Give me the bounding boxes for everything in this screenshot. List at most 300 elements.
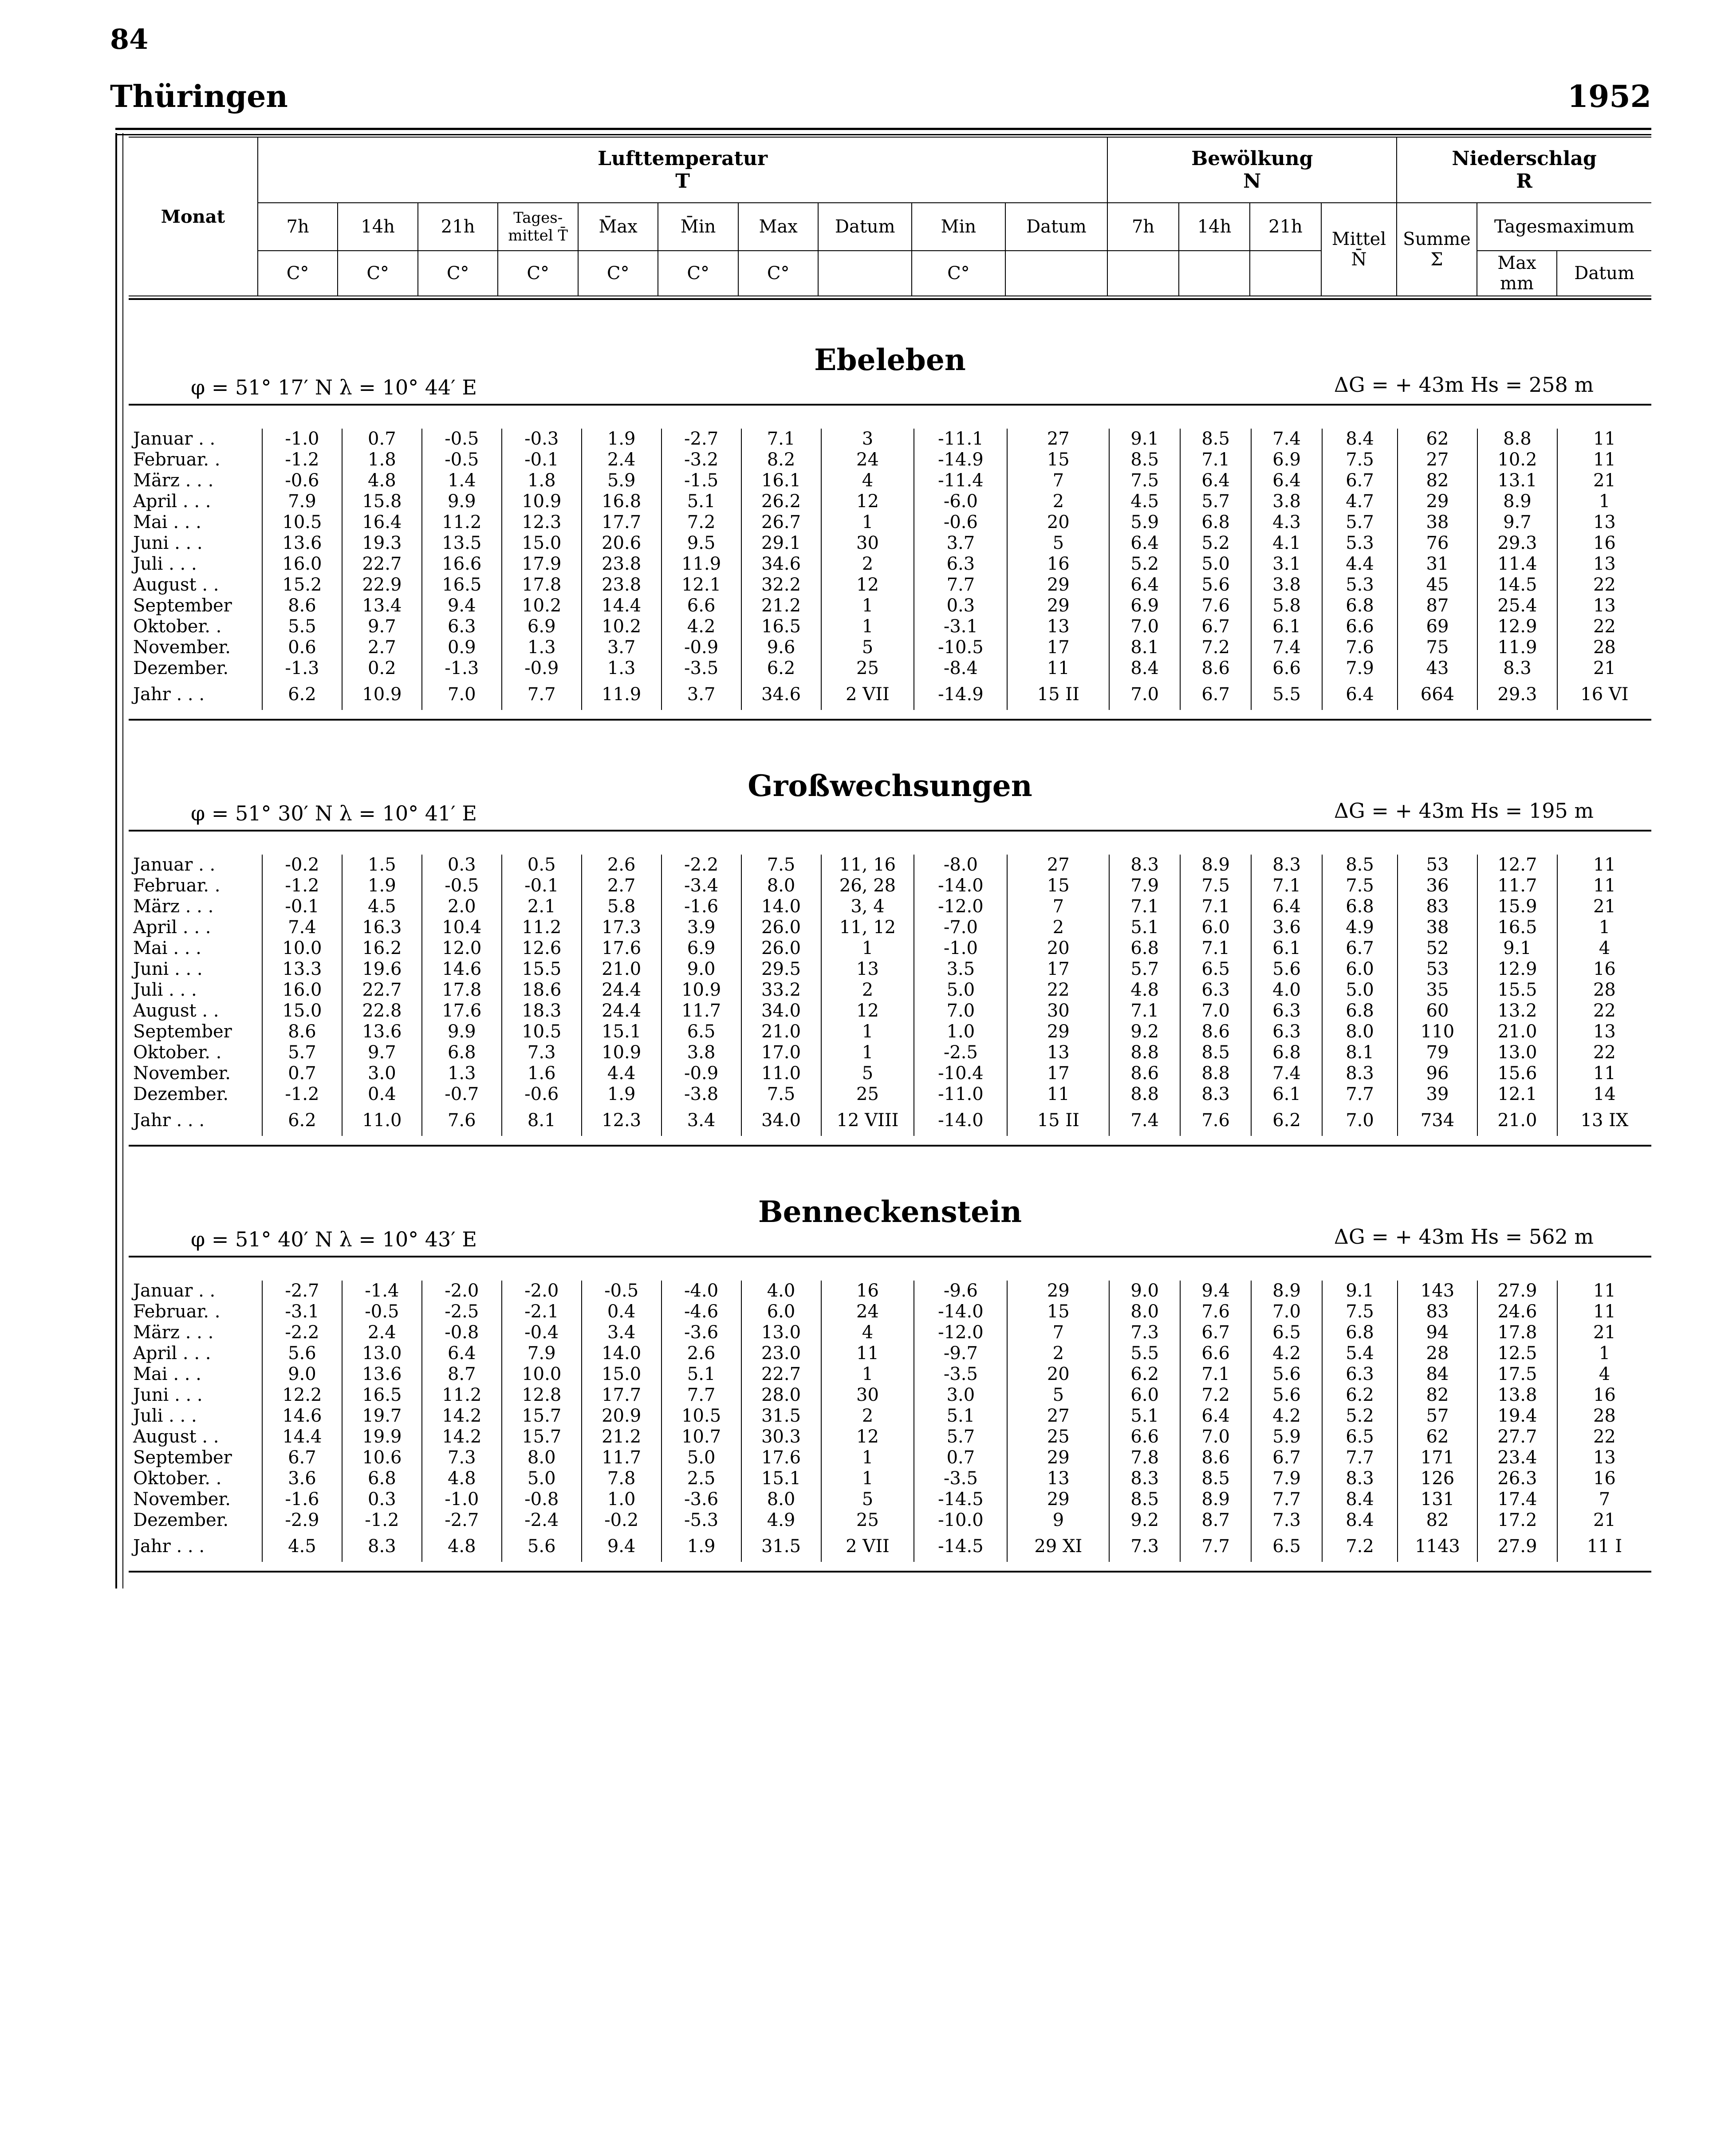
value-cell: 5.5 <box>262 616 342 637</box>
value-cell: 17.8 <box>422 980 502 1001</box>
value-cell: 7.5 <box>1109 470 1180 491</box>
value-cell: 13.6 <box>342 1021 422 1042</box>
value-cell: 7.0 <box>1251 1301 1322 1322</box>
value-cell: -8.0 <box>914 855 1007 875</box>
value-cell: 7.1 <box>1180 1364 1251 1385</box>
value-cell: 29 XI <box>1007 1531 1109 1562</box>
value-cell: 14.0 <box>741 896 821 917</box>
value-cell: 6.7 <box>1322 938 1398 959</box>
value-cell: -2.0 <box>422 1281 502 1301</box>
table-row <box>129 491 1651 512</box>
value-cell: 8.4 <box>1322 1510 1398 1531</box>
value-cell: 7.0 <box>1180 1427 1251 1447</box>
value-cell: -10.4 <box>914 1063 1007 1084</box>
value-cell: -2.1 <box>502 1301 582 1322</box>
value-cell: 8.1 <box>1322 1042 1398 1063</box>
month-cell: Mai . . . <box>129 512 262 533</box>
value-cell: 1 <box>821 1364 914 1385</box>
value-cell: 7.9 <box>1109 875 1180 896</box>
value-cell: 34.6 <box>741 679 821 710</box>
value-cell: 6.4 <box>1109 575 1180 595</box>
value-cell: 7.2 <box>662 512 741 533</box>
value-cell: -1.2 <box>262 875 342 896</box>
station-name: Ebeleben <box>814 343 966 377</box>
value-cell: 11 <box>1007 1084 1109 1105</box>
value-cell: 7.2 <box>1180 1385 1251 1406</box>
value-cell: 1 <box>821 1447 914 1468</box>
value-cell: 6.9 <box>1109 595 1180 616</box>
value-cell: 5 <box>1007 1385 1109 1406</box>
value-cell: -9.7 <box>914 1343 1007 1364</box>
value-cell: 6.3 <box>1322 1364 1398 1385</box>
value-cell: 5.7 <box>262 1042 342 1063</box>
station-coordinates: φ = 51° 40′ N λ = 10° 43′ E <box>191 1227 477 1251</box>
value-cell: 13.0 <box>342 1343 422 1364</box>
unit-min: C° <box>912 251 1005 296</box>
value-cell: 6.0 <box>1109 1385 1180 1406</box>
value-cell: 53 <box>1398 959 1477 980</box>
value-cell: 5 <box>821 637 914 658</box>
header-bewoelkung-symbol: N <box>1243 170 1261 193</box>
value-cell: 7.6 <box>1322 637 1398 658</box>
table-row <box>129 470 1651 491</box>
value-cell: 15.7 <box>502 1406 582 1427</box>
value-cell: 16 <box>1593 533 1616 553</box>
value-cell: -11.0 <box>914 1084 1007 1105</box>
value-cell: 0.5 <box>502 855 582 875</box>
value-cell: -3.1 <box>262 1301 342 1322</box>
value-cell: 6.8 <box>422 1042 502 1063</box>
month-cell: Januar . . <box>129 429 262 449</box>
value-cell: 6.7 <box>1180 1322 1251 1343</box>
station-geodata: ΔG = + 43m Hs = 562 m <box>1334 1225 1594 1249</box>
table-row <box>129 637 1651 658</box>
unit-empty3 <box>1107 251 1178 296</box>
value-cell: 22 <box>1593 1001 1616 1021</box>
value-cell: 1 <box>821 512 914 533</box>
value-cell: 6.4 <box>1251 896 1322 917</box>
value-cell: 9.0 <box>262 1364 342 1385</box>
value-cell: -3.6 <box>662 1489 741 1510</box>
value-cell: 5.6 <box>1251 1364 1322 1385</box>
value-cell: 11 <box>1593 1301 1616 1322</box>
value-cell: 5.6 <box>1180 575 1251 595</box>
value-cell: 7.8 <box>582 1468 662 1489</box>
value-cell: 6.6 <box>1251 658 1322 679</box>
value-cell: 3 <box>821 429 914 449</box>
value-cell: 10.2 <box>1477 449 1557 470</box>
value-cell: 29.3 <box>1477 679 1557 710</box>
value-cell: -2.9 <box>262 1510 342 1531</box>
table-row <box>129 1063 1651 1084</box>
value-cell: 9.6 <box>741 637 821 658</box>
header-t14: 14h <box>338 203 418 251</box>
value-cell: 2.5 <box>662 1468 741 1489</box>
value-cell: 8.3 <box>1251 855 1322 875</box>
value-cell: 5.2 <box>1109 554 1180 575</box>
value-cell: 6.2 <box>1322 1385 1398 1406</box>
value-cell: -11.4 <box>914 470 1007 491</box>
table-row <box>129 1001 1651 1021</box>
value-cell: 8.5 <box>1109 449 1180 470</box>
value-cell: 2.6 <box>662 1343 741 1364</box>
month-cell: September <box>129 1021 262 1042</box>
value-cell: 24.4 <box>582 980 662 1001</box>
month-cell: Mai . . . <box>129 938 262 959</box>
value-cell: 11 <box>821 1343 914 1364</box>
value-cell: 12.1 <box>662 575 741 595</box>
value-cell: 16 <box>821 1281 914 1301</box>
value-cell: 7.3 <box>422 1447 502 1468</box>
value-cell: 17.2 <box>1477 1510 1557 1531</box>
value-cell: 15.8 <box>342 491 422 512</box>
value-cell: 34.0 <box>741 1001 821 1021</box>
value-cell: 8.0 <box>741 875 821 896</box>
value-cell: 20 <box>1007 512 1109 533</box>
header-niederschlag-symbol: R <box>1516 170 1532 193</box>
value-cell: 21.0 <box>1477 1021 1557 1042</box>
month-cell: August . . <box>129 575 262 595</box>
value-cell: 7.3 <box>1109 1322 1180 1343</box>
table-row <box>129 658 1651 679</box>
value-cell: 7.5 <box>1322 449 1398 470</box>
value-cell: -1.2 <box>262 449 342 470</box>
value-cell: 6.3 <box>1180 980 1251 1001</box>
value-cell: 1.9 <box>582 429 662 449</box>
value-cell: -3.4 <box>662 875 741 896</box>
value-cell: 12.7 <box>1477 855 1557 875</box>
value-cell: -0.7 <box>422 1084 502 1105</box>
value-cell: 11 <box>1593 429 1616 449</box>
value-cell: 4.2 <box>662 616 741 637</box>
value-cell: 19.6 <box>342 959 422 980</box>
value-cell: 12.6 <box>502 938 582 959</box>
value-cell: 6.5 <box>1322 1427 1398 1447</box>
value-cell: 7.7 <box>1180 1531 1251 1562</box>
value-cell: 11.9 <box>1477 637 1557 658</box>
table-row <box>129 1447 1651 1468</box>
value-cell: -0.8 <box>502 1489 582 1510</box>
value-cell: 20.9 <box>582 1406 662 1427</box>
month-cell: März . . . <box>129 470 262 491</box>
unit-empty1 <box>818 251 912 296</box>
value-cell: 39 <box>1398 1084 1477 1105</box>
value-cell: 5.0 <box>662 1447 741 1468</box>
value-cell: 32.2 <box>741 575 821 595</box>
month-cell: März . . . <box>129 1322 262 1343</box>
header-max-mean: M̄ax <box>578 203 658 251</box>
value-cell: 7.3 <box>1109 1531 1180 1562</box>
value-cell: -1.4 <box>342 1281 422 1301</box>
value-cell: 13.8 <box>1477 1385 1557 1406</box>
station-rule <box>129 404 1651 406</box>
month-cell: November. <box>129 1489 262 1510</box>
value-cell: 6.0 <box>1322 959 1398 980</box>
value-cell: 0.4 <box>342 1084 422 1105</box>
value-cell: 7.1 <box>1251 875 1322 896</box>
value-cell: 6.6 <box>1180 1343 1251 1364</box>
value-cell: -0.6 <box>914 512 1007 533</box>
value-cell: 16.5 <box>422 575 502 595</box>
value-cell: 3.4 <box>582 1322 662 1343</box>
value-cell: 7.2 <box>1322 1531 1398 1562</box>
value-cell: 22 <box>1593 616 1616 637</box>
value-cell: 10.6 <box>342 1447 422 1468</box>
header-niederschlag <box>1397 137 1651 203</box>
value-cell: 7.5 <box>741 855 821 875</box>
value-cell: 9.7 <box>342 1042 422 1063</box>
month-cell: Juli . . . <box>129 554 262 575</box>
value-cell: 7.6 <box>422 1105 502 1136</box>
table-row <box>129 575 1651 595</box>
value-cell: 7.6 <box>1180 595 1251 616</box>
table-row <box>129 449 1651 470</box>
value-cell: 4 <box>821 470 914 491</box>
table-row <box>129 1322 1651 1343</box>
value-cell: 38 <box>1398 512 1477 533</box>
station-name: Benneckenstein <box>758 1194 1022 1229</box>
value-cell: 3.0 <box>342 1063 422 1084</box>
table-row <box>129 1084 1651 1105</box>
value-cell: 2.0 <box>422 896 502 917</box>
value-cell: 16.0 <box>262 554 342 575</box>
value-cell: 12 <box>821 575 914 595</box>
value-cell: 2 <box>1007 917 1109 938</box>
month-cell: Oktober. . <box>129 1468 262 1489</box>
value-cell: 6.6 <box>662 595 741 616</box>
value-cell: 4.4 <box>582 1063 662 1084</box>
value-cell: 2 <box>1007 1343 1109 1364</box>
value-cell: 8.8 <box>1109 1084 1180 1105</box>
value-cell: 43 <box>1398 658 1477 679</box>
value-cell: 16.1 <box>741 470 821 491</box>
value-cell: 23.4 <box>1477 1447 1557 1468</box>
table-row <box>129 512 1651 533</box>
value-cell: 5.3 <box>1322 533 1398 554</box>
value-cell: 5.0 <box>914 980 1007 1001</box>
value-cell: 10.2 <box>582 616 662 637</box>
value-cell: 7.3 <box>502 1042 582 1063</box>
value-cell: 15.0 <box>502 533 582 554</box>
value-cell: 12.3 <box>582 1105 662 1136</box>
value-cell: 4.8 <box>342 470 422 491</box>
value-cell: 17.6 <box>582 938 662 959</box>
value-cell: 12.9 <box>1477 616 1557 637</box>
value-cell: 10.7 <box>662 1427 741 1447</box>
value-cell: 6.8 <box>1109 938 1180 959</box>
value-cell: 0.6 <box>262 637 342 658</box>
value-cell: 11 <box>1593 855 1616 875</box>
month-cell: Oktober. . <box>129 1042 262 1063</box>
value-cell: 14 <box>1593 1084 1616 1104</box>
value-cell: 1 <box>821 938 914 959</box>
left-border-inner <box>122 133 123 1588</box>
value-cell: -12.0 <box>914 1322 1007 1343</box>
table-row <box>129 1364 1651 1385</box>
month-cell: Februar. . <box>129 449 262 470</box>
value-cell: 16.4 <box>342 512 422 533</box>
station-rule <box>129 1256 1651 1257</box>
value-cell: 10.4 <box>422 917 502 938</box>
value-cell: 12 VIII <box>821 1105 914 1136</box>
value-cell: -14.5 <box>914 1531 1007 1562</box>
value-cell: 8.9 <box>1180 1489 1251 1510</box>
value-cell: 3.8 <box>1251 491 1322 512</box>
value-cell: 7.2 <box>1180 637 1251 658</box>
value-cell: -6.0 <box>914 491 1007 512</box>
value-cell: 9 <box>1007 1510 1109 1531</box>
value-cell: 25 <box>821 658 914 679</box>
value-cell: 5.8 <box>1251 595 1322 616</box>
value-cell: 6.9 <box>1251 449 1322 470</box>
month-cell: September <box>129 595 262 616</box>
value-cell: 24 <box>821 1301 914 1322</box>
value-cell: 11 <box>1593 875 1616 896</box>
value-cell: 7.5 <box>1322 875 1398 896</box>
value-cell: 7.4 <box>1251 637 1322 658</box>
value-cell: 7.5 <box>1322 1301 1398 1322</box>
value-cell: 30 <box>821 1385 914 1406</box>
value-cell: 6.4 <box>1322 679 1398 710</box>
value-cell: -2.5 <box>422 1301 502 1322</box>
value-cell: 0.9 <box>422 637 502 658</box>
unit-maxm: C° <box>578 251 658 296</box>
value-cell: -14.9 <box>914 449 1007 470</box>
value-cell: 7.7 <box>1322 1447 1398 1468</box>
value-cell: 8.7 <box>1180 1510 1251 1531</box>
value-cell: 5 <box>1007 533 1109 554</box>
value-cell: 13.6 <box>342 1364 422 1385</box>
month-cell: Juli . . . <box>129 1406 262 1427</box>
month-cell: Dezember. <box>129 1084 262 1105</box>
value-cell: 6.4 <box>1251 470 1322 491</box>
value-cell: 96 <box>1398 1063 1477 1084</box>
unit-max: C° <box>738 251 819 296</box>
value-cell: 30 <box>1007 1001 1109 1021</box>
month-cell: Juli . . . <box>129 980 262 1001</box>
value-cell: 143 <box>1398 1281 1477 1301</box>
value-cell: 4.2 <box>1251 1406 1322 1427</box>
value-cell: 13.1 <box>1477 470 1557 491</box>
value-cell: -9.6 <box>914 1281 1007 1301</box>
month-cell: Januar . . <box>129 855 262 875</box>
value-cell: 1 <box>821 595 914 616</box>
value-cell: 9.0 <box>1109 1281 1180 1301</box>
value-cell: 27 <box>1007 1406 1109 1427</box>
value-cell: 16.2 <box>342 938 422 959</box>
value-cell: -0.6 <box>262 470 342 491</box>
value-cell: 10.0 <box>502 1364 582 1385</box>
value-cell: 9.4 <box>1180 1281 1251 1301</box>
table-row <box>129 938 1651 959</box>
value-cell: 6.8 <box>1251 1042 1322 1063</box>
value-cell: 31 <box>1398 554 1477 575</box>
value-cell: 0.7 <box>342 429 422 449</box>
value-cell: 9.4 <box>582 1531 662 1562</box>
value-cell: 3.9 <box>662 917 741 938</box>
value-cell: 29 <box>1007 1281 1109 1301</box>
column-header <box>129 137 1651 296</box>
value-cell: 12.3 <box>502 512 582 533</box>
value-cell: 7.9 <box>1251 1468 1322 1489</box>
value-cell: 82 <box>1398 470 1477 491</box>
month-cell: Januar . . <box>129 1281 262 1301</box>
value-cell: 18.6 <box>502 980 582 1001</box>
value-cell: 6.5 <box>1251 1322 1322 1343</box>
value-cell: 16 <box>1007 554 1109 575</box>
value-cell: 7.7 <box>1322 1084 1398 1105</box>
value-cell: 22 <box>1593 1427 1616 1447</box>
value-cell: 34.0 <box>741 1105 821 1136</box>
value-cell: 7 <box>1007 470 1109 491</box>
value-cell: 15.9 <box>1477 896 1557 917</box>
value-cell: 6.0 <box>1180 917 1251 938</box>
value-cell: 7.0 <box>1180 1001 1251 1021</box>
value-cell: 6.8 <box>1322 1322 1398 1343</box>
month-cell: Juni . . . <box>129 533 262 554</box>
value-cell: 10.9 <box>502 491 582 512</box>
value-cell: -2.7 <box>422 1510 502 1531</box>
value-cell: 14.6 <box>262 1406 342 1427</box>
value-cell: 11, 16 <box>821 855 914 875</box>
value-cell: 5.9 <box>1251 1427 1322 1447</box>
value-cell: 22 <box>1007 980 1109 1001</box>
value-cell: 22.7 <box>342 980 422 1001</box>
value-cell: -1.6 <box>262 1489 342 1510</box>
table-row <box>129 1343 1651 1364</box>
table-row <box>129 980 1651 1001</box>
value-cell: 5.1 <box>662 1364 741 1385</box>
value-cell: 11.2 <box>502 917 582 938</box>
value-cell: 6.2 <box>1251 1105 1322 1136</box>
value-cell: 5.5 <box>1109 1343 1180 1364</box>
month-cell: August . . <box>129 1427 262 1447</box>
value-cell: 110 <box>1398 1021 1477 1042</box>
value-cell: 7.1 <box>1109 896 1180 917</box>
value-cell: 16 VI <box>1580 684 1629 705</box>
value-cell: 1.0 <box>914 1021 1007 1042</box>
value-cell: -1.2 <box>342 1510 422 1531</box>
value-cell: 26, 28 <box>821 875 914 896</box>
value-cell: 8.0 <box>741 1489 821 1510</box>
value-cell: 2 VII <box>821 679 914 710</box>
header-lufttemperatur-label: Lufttemperatur <box>598 147 768 170</box>
value-cell: 4 <box>821 1322 914 1343</box>
value-cell: 4.0 <box>1251 980 1322 1001</box>
value-cell: 8.3 <box>1322 1063 1398 1084</box>
value-cell: -5.3 <box>662 1510 741 1531</box>
value-cell: 27 <box>1007 429 1109 449</box>
value-cell: 12 <box>821 491 914 512</box>
value-cell: 26.7 <box>741 512 821 533</box>
value-cell: 8.3 <box>342 1531 422 1562</box>
value-cell: 5.7 <box>914 1427 1007 1447</box>
value-cell: 11 <box>1593 1281 1616 1301</box>
header-datum3: Datum <box>1557 251 1651 296</box>
value-cell: 82 <box>1398 1385 1477 1406</box>
header-lufttemperatur-symbol: T <box>675 170 690 193</box>
value-cell: 4.8 <box>422 1468 502 1489</box>
value-cell: 17 <box>1007 637 1109 658</box>
value-cell: 7.6 <box>1180 1301 1251 1322</box>
value-cell: 45 <box>1398 575 1477 595</box>
value-cell: 7 <box>1007 1322 1109 1343</box>
value-cell: -3.2 <box>662 449 741 470</box>
value-cell: 1 <box>821 1042 914 1063</box>
value-cell: 27.9 <box>1477 1281 1557 1301</box>
value-cell: 6.3 <box>914 554 1007 575</box>
value-cell: 29.3 <box>1477 533 1557 554</box>
